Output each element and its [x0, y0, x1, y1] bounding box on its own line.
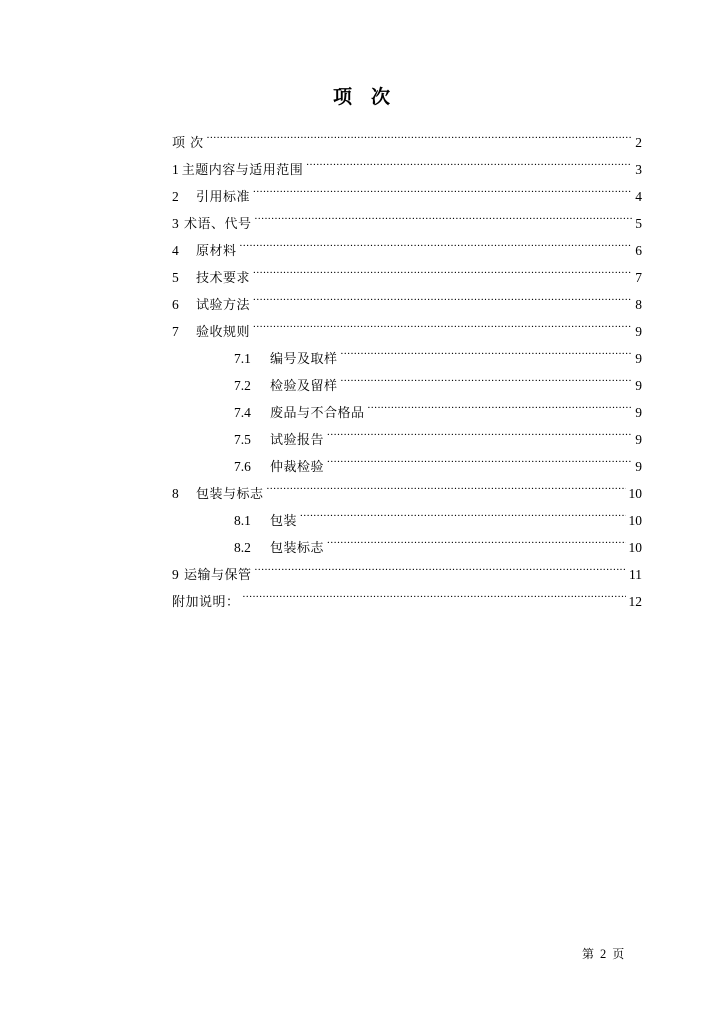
dot-leader [267, 471, 626, 498]
dot-leader [240, 228, 633, 255]
toc-entry-number: 1 [172, 162, 179, 177]
toc-entry-page-number: 9 [635, 378, 642, 393]
toc-entry-label: 验收规则 [196, 325, 251, 340]
dot-leader [327, 525, 625, 552]
toc-entry-number: 4 [172, 243, 179, 258]
toc-entry-number: 7.6 [234, 459, 251, 474]
title-part-1: 项 [332, 86, 353, 108]
title-part-2: 次 [371, 86, 392, 108]
toc-entry-number: 3 [172, 216, 179, 231]
toc-entry-label: 检验及留样 [270, 379, 338, 394]
toc-entry-page-number: 2 [635, 135, 642, 150]
toc-entry-label: 试验报告 [270, 433, 325, 448]
toc-entry-number: 7.5 [234, 432, 251, 447]
toc-entry-number: 7.1 [234, 351, 251, 366]
toc-entry-number: 2 [172, 189, 179, 204]
toc-entry-label: 引用标准 [196, 190, 251, 205]
toc-entry-page-number: 9 [635, 351, 642, 366]
toc-entry[interactable] [172, 255, 642, 286]
toc-entry-label: 项 次 [172, 136, 204, 151]
toc-entry-page-number: 10 [628, 513, 642, 528]
dot-leader [300, 498, 625, 525]
dot-leader [341, 336, 633, 363]
toc-entry-label: 废品与不合格品 [270, 406, 365, 421]
dot-leader [327, 444, 632, 471]
dot-leader [207, 120, 633, 147]
toc-entry-page-number: 9 [635, 432, 642, 447]
dot-leader [253, 255, 632, 282]
toc-entry[interactable] [172, 120, 642, 151]
toc-entry-page-number: 10 [628, 540, 642, 555]
dot-leader [327, 417, 632, 444]
toc-entry-label: 试验方法 [196, 298, 251, 313]
toc-entry-label: 附加说明： [172, 595, 240, 610]
toc-entry-label: 主题内容与适用范围 [181, 163, 304, 178]
toc-entry-label: 仲裁检验 [270, 460, 325, 475]
toc-entry-number: 5 [172, 270, 179, 285]
toc-entry-number: 7.2 [234, 378, 251, 393]
toc-entry-page-number: 6 [635, 243, 642, 258]
toc-entry-page-number: 3 [635, 162, 642, 177]
toc-entry-page-number: 9 [635, 459, 642, 474]
toc-entry-number: 7 [172, 324, 179, 339]
footer-suffix: 页 [612, 947, 625, 961]
footer-page-number: 2 [600, 947, 607, 961]
dot-leader [253, 174, 632, 201]
toc-entry-label: 编号及取样 [270, 352, 338, 367]
toc-entry-page-number: 4 [635, 189, 642, 204]
toc-entry[interactable] [172, 228, 642, 259]
toc-entry-label: 术语、代号 [184, 217, 252, 232]
table-of-contents [172, 120, 642, 610]
toc-entry-page-number: 7 [635, 270, 642, 285]
dot-leader [253, 309, 632, 336]
toc-entry-number: 8.1 [234, 513, 251, 528]
toc-entry-label: 技术要求 [196, 271, 251, 286]
toc-entry-page-number: 10 [628, 486, 642, 501]
toc-entry-label: 包装与标志 [196, 487, 264, 502]
toc-entry-number: 8.2 [234, 540, 251, 555]
toc-entry-label: 包装 [270, 514, 298, 529]
page-footer [582, 945, 624, 963]
toc-entry-page-number: 9 [635, 324, 642, 339]
dot-leader [368, 390, 633, 417]
toc-entry-page-number: 8 [635, 297, 642, 312]
dot-leader [341, 363, 633, 390]
dot-leader [255, 552, 626, 579]
toc-entry-number: 9 [172, 567, 179, 582]
toc-entry-number: 6 [172, 297, 179, 312]
toc-entry[interactable] [172, 147, 642, 178]
toc-entry-label: 包装标志 [270, 541, 325, 556]
toc-entry-page-number: 9 [635, 405, 642, 420]
footer-prefix: 第 [582, 947, 595, 961]
dot-leader [243, 579, 626, 606]
toc-entry-page-number: 12 [628, 594, 642, 609]
toc-entry[interactable] [172, 579, 642, 610]
toc-entry-page-number: 11 [629, 567, 642, 582]
dot-leader [255, 201, 633, 228]
toc-entry-number: 8 [172, 486, 179, 501]
dot-leader [306, 147, 632, 174]
page-title [0, 84, 724, 110]
toc-entry-number: 7.4 [234, 405, 251, 420]
toc-entry-label: 原材料 [196, 244, 237, 259]
toc-entry-label: 运输与保管 [184, 568, 252, 583]
toc-entry-page-number: 5 [635, 216, 642, 231]
dot-leader [253, 282, 632, 309]
